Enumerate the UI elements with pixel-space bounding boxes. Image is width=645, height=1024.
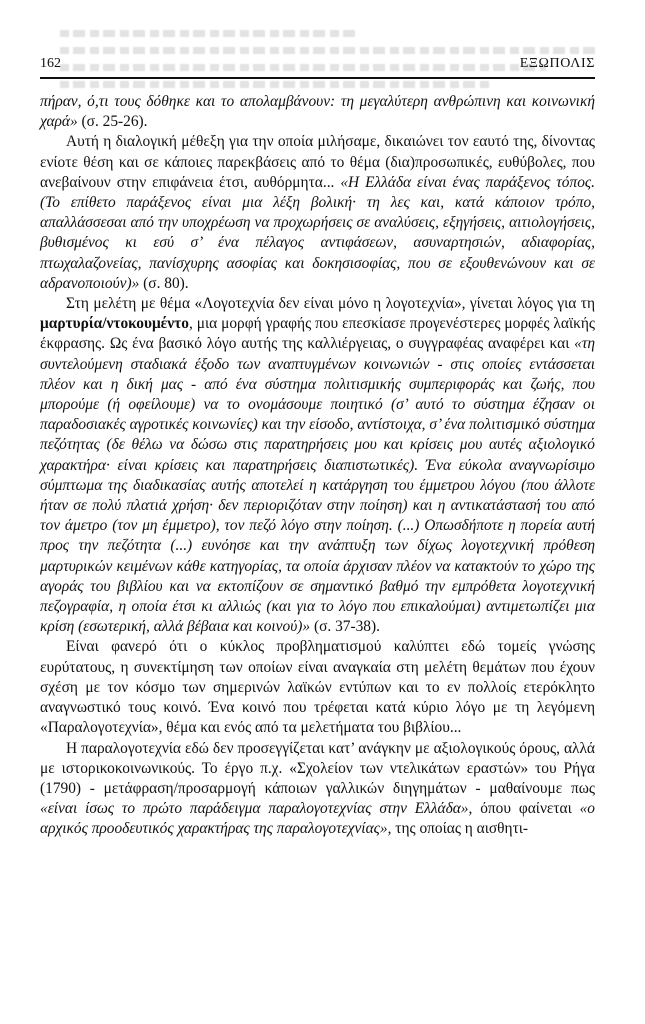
quote-text: «τη συντελούμενη σταδιακά έξοδο των αναπτυγμένων κοινωνιών - στις οποίες εντάσσεται πλέον και η δική μας - από ένα σύστημα πολιτισμικής συμπεριφοράς και ζωής, που μπορούμε (ή οφείλουμε) να το ονομάσουμε ποιητικό (σ’ αυτό το σύστημα έζησαν οι παραδοσιακές αγροτικές κοινωνίες) και την είσοδο, αντίστοιχα, σ’ ένα πολιτισμικό σύστημα πεζότητας (δε θέλω να δώσω στις παρατηρήσεις μου και κρίσεις μου αυτές αξιολογικό χαρακτήρα· είναι κρίσεις και παρατηρήσεις διαπιστωτικές). Ένα εύκολα αναγνωρίσιμο σύμπτωμα της διαδικασίας αυτής αποτελεί η κατάργηση του έμμετρου λόγου (που άλλοτε ήταν σε πολύ πλατιά χρήση· δεν περιοριζόταν στην ποίηση) και η αντικατάστασή του από τον άμετρο (τον μη έμμετρο), τον πεζό λόγο στην ποίηση. (...) Οπωσδήποτε η πορεία αυτή προς την πεζότητα (...) ευνόησε και την ανάπτυξη των δίχως λογοτεχνική πρόθεση μαρτυρικών κειμένων κάθε κατηγορίας, τα οποία άρχισαν πλέον να κατακτούν το χώρο της αγοράς του βιβλίου και να εκτοπίζουν σε σημαντικό βαθμό την εμπρόθετα λογοτεχνική πεζογραφία, η οποία έτσι κι αλλιώς (και για το λόγο που επικαλούμαι) αντιμετωπίζει μια κρίση (εσωτερική, αλλά βέβαια και κοινού)»: [40, 335, 595, 636]
body-sentence: Η παραλογοτεχνία εδώ δεν προσεγγίζεται κατ’ ανάγκην με αξιολογικούς όρους, αλλά με ιστορικοκοινωνικούς. Το έργο π.χ. «Σχολείον των ντελικάτων εραστών» του Ρήγα (1790) - μετάφραση/προσαρμογή κάποιων γαλλικών διηγημάτων - μαθαίνουμε πως: [40, 739, 595, 797]
paragraph-2: [40, 132, 595, 294]
paragraph-4: [40, 637, 595, 738]
bold-term: μαρτυρία/ντοκουμέντο: [40, 315, 189, 333]
quote-text: «Η Ελλάδα είναι ένας παράξενος τόπος. (Το επίθετο παράξενος είναι μια λέξη βολική· τη λες και, κατά κάποιον τρόπο, απαλλάσσεσαι από την υποχρέωση να προχωρήσεις σε αναλύσεις, εξηγήσεις, αιτιολογήσεις, βυθισμένος κι εσύ σ’ ένα πέλαγος αντιφάσεων, ασυναρτησιών, αδιαφορίας, πτωχαλαζονείας, πανίσχυρης ασοφίας και δοκησισοφίας, που σε εξουθενώνουν και σε αδρανοποιούν)»: [40, 173, 595, 292]
paragraph-5: [40, 739, 595, 840]
page-citation: (σ. 37-38).: [310, 618, 380, 636]
body-sentence: , όπου φαίνεται: [468, 800, 580, 818]
body-sentence: Είναι φανερό ότι ο κύκλος προβληματισμού καλύπτει εδώ τομείς γνώσης ευρύτατους, η συνεκτίμηση των οποίων είναι αναγκαία στη μελέτη θεμάτων που έχουν σχέση με τον κόσμο των σημερινών λαϊκών εντύπων και το εν πολλοίς ετερόκλητο αναγνωστικό τους κοινό. Ένα κοινό που τρέφεται κατά κύριο λόγο με τη λεγόμενη «Παραλογοτεχνία», θέμα και ενός από τα μελετήματα του βιβλίου...: [40, 638, 595, 737]
body-sentence: , μια μορφή γραφής που επεσκίασε προγενέστερες μορφές λαϊκής έκφρασης. Ως ένα βασικό λόγο αυτής της καλλιέργειας, ο συγγραφέας αναφέρει και: [40, 315, 595, 353]
quote-text: πήραν, ό,τι τους δόθηκε και το απολαμβάνουν: τη μεγαλύτερη ανθρώπινη και κοινωνική χαρά»: [40, 93, 595, 131]
body-text: [40, 92, 595, 840]
body-sentence: Στη μελέτη με θέμα «Λογοτεχνία δεν είναι μόνο η λογοτεχνία», γίνεται λόγος για τη: [66, 295, 595, 313]
running-title: ΕΞΩΠΟΛΙΣ: [519, 56, 595, 71]
body-sentence: , της οποίας η αισθητι-: [387, 820, 529, 838]
quote-text: «ο αρχικός προοδευτικός χαρακτήρας της παραλογοτεχνίας»: [40, 800, 595, 838]
page-citation: (σ. 80).: [139, 274, 189, 292]
header-rule: [40, 77, 595, 79]
paragraph-3: [40, 294, 595, 637]
page-citation: (σ. 25-26).: [77, 113, 148, 131]
body-sentence: Αυτή η διαλογική μέθεξη για την οποία μιλήσαμε, δικαιώνει τον εαυτό της, δίνοντας ενίοτε θέση και σε κάποιες παρεκβάσεις από το θέμα (δια)προσωπικές, ευθύβολες, που ανεβαίνουν στην επιφάνεια έτσι, αυθόρμητα...: [40, 133, 595, 191]
quote-text: «είναι ίσως το πρώτο παράδειγμα παραλογοτεχνίας στην Ελλάδα»: [40, 800, 469, 818]
paragraph-1: [40, 92, 595, 132]
page-header: [40, 54, 595, 78]
page-number: 162: [40, 56, 61, 71]
